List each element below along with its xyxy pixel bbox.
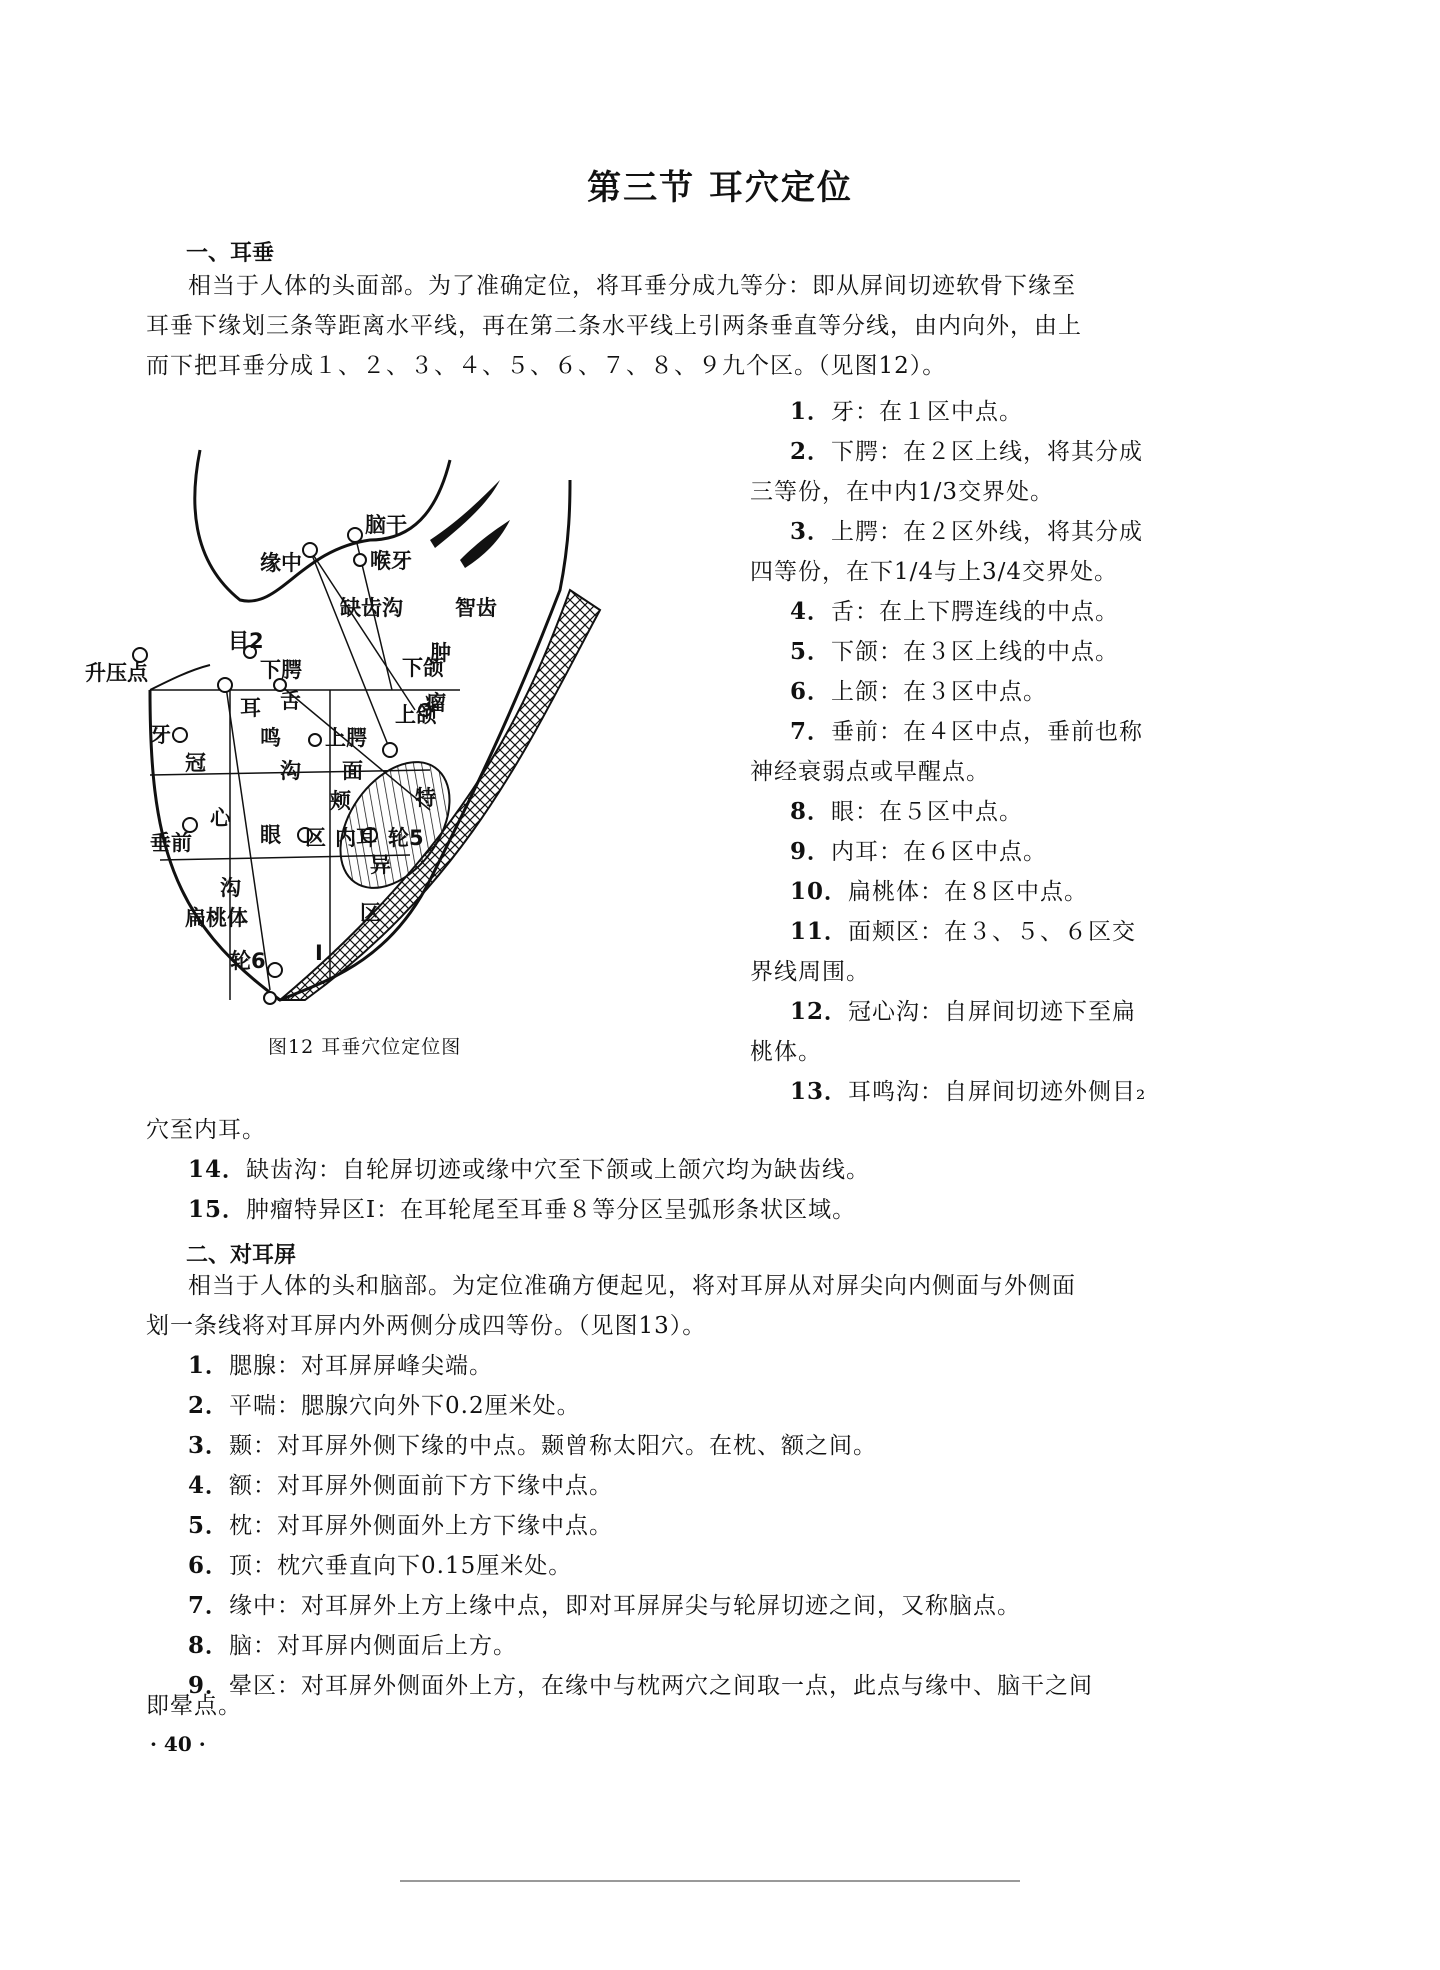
- section1-continuation: 穴至内耳。: [146, 1117, 266, 1143]
- list-item: [790, 672, 1240, 712]
- section1-full-list: [188, 1150, 1228, 1230]
- item-text: 晕区：对耳屏外侧面外上方，在缘中与枕两穴之间取一点，此点与缘中、脑干之间: [229, 1673, 1094, 1699]
- label-quechigou: 缺齿沟: [340, 596, 403, 620]
- label-er: 耳: [240, 696, 261, 720]
- section2-list: [188, 1346, 1228, 1706]
- list-item: [790, 432, 1240, 472]
- label-shengya: 升压点: [85, 661, 148, 685]
- item-number: 9．: [790, 838, 832, 865]
- item-text: 顶：枕穴垂直向下0.15厘米处。: [229, 1553, 573, 1579]
- item-text: 缺齿沟：自轮屏切迹或缘中穴至下颌或上颌穴均为缺齿线。: [246, 1157, 871, 1183]
- label-xiahe: 下颌: [402, 656, 444, 680]
- item-number: 9．: [188, 1672, 230, 1699]
- label-naogan: 脑干: [365, 513, 407, 537]
- list-item: [790, 712, 1240, 752]
- intro-line: 划一条线将对耳屏内外两侧分成四等份。（见图13）。: [146, 1313, 707, 1339]
- item-text: 桃体。: [750, 1039, 822, 1065]
- label-gou: 沟: [280, 759, 301, 783]
- section2-heading: 二、对耳屏: [186, 1242, 297, 1268]
- section1-intro: [146, 266, 1226, 386]
- item-number: 1．: [188, 1352, 230, 1379]
- item-number: 2．: [188, 1392, 230, 1419]
- list-item: [790, 832, 1240, 872]
- section2-intro: [146, 1266, 1226, 1346]
- label-ya: 牙: [150, 723, 171, 747]
- label-biantaoti: 扁桃体: [185, 906, 248, 930]
- item-text: 牙：在１区中点。: [831, 399, 1024, 425]
- item-text: 腮腺：对耳屏屏峰尖端。: [229, 1353, 494, 1379]
- item-number: 8．: [188, 1632, 230, 1659]
- label-yan: 眼: [260, 823, 281, 847]
- item-number: 1．: [790, 398, 832, 425]
- label-neier: 内耳: [335, 826, 377, 850]
- item-text: 面颊区：在３、５、６区交: [848, 919, 1137, 945]
- label-mian: 面: [342, 759, 363, 783]
- label-chuiqian: 垂前: [150, 831, 192, 855]
- list-item: [750, 552, 1240, 592]
- list-item: [790, 512, 1240, 552]
- list-item: [790, 992, 1240, 1032]
- label-liu: 瘤: [425, 691, 446, 715]
- item-text: 肿瘤特异区Ⅰ：在耳轮尾至耳垂８等分区呈弧形条状区域。: [246, 1197, 857, 1223]
- list-item: [790, 792, 1240, 832]
- label-zhong: 肿: [430, 641, 451, 665]
- item-text: 扁桃体：在８区中点。: [848, 879, 1089, 905]
- item-number: 6．: [188, 1552, 230, 1579]
- list-item: [750, 752, 1240, 792]
- list-item: [790, 592, 1240, 632]
- item-text: 界线周围。: [750, 959, 870, 985]
- item-number: 3．: [188, 1432, 230, 1459]
- list-item: [188, 1586, 1228, 1626]
- section1-heading: 一、耳垂: [186, 240, 275, 266]
- item-number: 15．: [188, 1196, 247, 1223]
- section2-continuation: 即晕点。: [146, 1693, 242, 1719]
- list-item: [188, 1626, 1228, 1666]
- item-number: 6．: [790, 678, 832, 705]
- item-text: 舌：在上下腭连线的中点。: [831, 599, 1120, 625]
- list-item: [750, 472, 1240, 512]
- item-text: 平喘：腮腺穴向外下0.2厘米处。: [229, 1393, 581, 1419]
- section1-right-list: [750, 392, 1240, 1112]
- item-text: 三等份，在中内1/3交界处。: [750, 479, 1055, 505]
- label-ming: 鸣: [260, 726, 281, 750]
- item-text: 四等份，在下1/4与上3/4交界处。: [750, 559, 1119, 585]
- list-item: [188, 1346, 1228, 1386]
- list-item: [188, 1426, 1228, 1466]
- item-text: 下腭：在２区上线，将其分成: [831, 439, 1144, 465]
- list-item: [188, 1466, 1228, 1506]
- item-text: 额：对耳屏外侧面前下方下缘中点。: [229, 1473, 614, 1499]
- item-text: 颞：对耳屏外侧下缘的中点。颞曾称太阳穴。在枕、额之间。: [229, 1433, 878, 1459]
- list-item: [790, 632, 1240, 672]
- label-jia: 颊: [330, 789, 351, 813]
- item-text: 冠心沟：自屏间切迹下至扁: [848, 999, 1137, 1025]
- item-text: 枕：对耳屏外侧面外上方下缘中点。: [229, 1513, 614, 1539]
- label-te: 特: [415, 786, 436, 810]
- item-number: 13．: [790, 1078, 849, 1105]
- label-yuanzhong: 缘中: [260, 551, 302, 575]
- intro-line: 相当于人体的头和脑部。为定位准确方便起见，将对耳屏从对屏尖向内侧面与外侧面: [188, 1273, 1076, 1299]
- item-number: 4．: [790, 598, 832, 625]
- label-xin: 心: [210, 806, 231, 830]
- item-text: 神经衰弱点或早醒点。: [750, 759, 990, 785]
- list-item: [790, 392, 1240, 432]
- footer-divider: [400, 1880, 1020, 1882]
- item-text: 垂前：在４区中点，垂前也称: [831, 719, 1144, 745]
- list-item: [790, 1072, 1240, 1112]
- label-guan: 冠: [185, 751, 206, 775]
- item-text: 上腭：在２区外线，将其分成: [831, 519, 1144, 545]
- item-number: 12．: [790, 998, 849, 1025]
- list-item: [188, 1386, 1228, 1426]
- item-text: 上颌：在３区中点。: [831, 679, 1048, 705]
- page-number: · 40 ·: [150, 1732, 206, 1756]
- item-number: 8．: [790, 798, 832, 825]
- item-text: 内耳：在６区中点。: [831, 839, 1048, 865]
- ear-lobe-diagram: [85, 440, 610, 1020]
- label-shangyajing: 上腭: [325, 726, 367, 750]
- label-yi: 异: [370, 853, 391, 877]
- item-number: 4．: [188, 1472, 230, 1499]
- label-gou2: 沟: [220, 876, 241, 900]
- list-item: [750, 952, 1240, 992]
- label-shanghe: 上颌: [395, 703, 437, 727]
- item-number: 5．: [188, 1512, 230, 1539]
- item-number: 7．: [188, 1592, 230, 1619]
- label-qu: 区: [305, 826, 326, 850]
- label-I: Ⅰ: [315, 941, 323, 965]
- list-item: [750, 1032, 1240, 1072]
- intro-line: 而下把耳垂分成１、２、３、４、５、６、７、８、９九个区。（见图12）。: [146, 353, 947, 379]
- item-text: 脑：对耳屏内侧面后上方。: [229, 1633, 518, 1659]
- list-item: [188, 1150, 1228, 1190]
- label-xiae: 下腭: [260, 658, 302, 682]
- label-lun5: 轮5: [388, 826, 424, 850]
- list-item: [188, 1190, 1228, 1230]
- list-item: [790, 872, 1240, 912]
- figure-caption: 图12 耳垂穴位定位图: [268, 1036, 462, 1058]
- item-number: 14．: [188, 1156, 247, 1183]
- intro-line: 耳垂下缘划三条等距离水平线，再在第二条水平线上引两条垂直等分线，由内向外，由上: [146, 313, 1082, 339]
- item-number: 5．: [790, 638, 832, 665]
- label-zhichi: 智齿: [455, 596, 497, 620]
- item-number: 11．: [790, 918, 849, 945]
- item-text: 下颌：在３区上线的中点。: [831, 639, 1120, 665]
- list-item: [790, 912, 1240, 952]
- item-number: 7．: [790, 718, 832, 745]
- item-text: 缘中：对耳屏外上方上缘中点，即对耳屏屏尖与轮屏切迹之间，又称脑点。: [229, 1593, 1022, 1619]
- list-item: [188, 1506, 1228, 1546]
- item-number: 10．: [790, 878, 849, 905]
- list-item: [188, 1546, 1228, 1586]
- label-mu2: 目2: [228, 629, 264, 653]
- label-she: 舌: [280, 689, 301, 713]
- item-number: 3．: [790, 518, 832, 545]
- item-text: 耳鸣沟：自屏间切迹外侧目₂: [848, 1079, 1147, 1105]
- item-number: 2．: [790, 438, 832, 465]
- item-text: 眼：在５区中点。: [831, 799, 1024, 825]
- page-title: 第三节 耳穴定位: [587, 168, 853, 208]
- label-qu2: 区: [360, 901, 381, 925]
- label-lun6: 轮6: [230, 949, 266, 973]
- label-houya: 喉牙: [370, 549, 412, 573]
- intro-line: 相当于人体的头面部。为了准确定位，将耳垂分成九等分：即从屏间切迹软骨下缘至: [188, 273, 1076, 299]
